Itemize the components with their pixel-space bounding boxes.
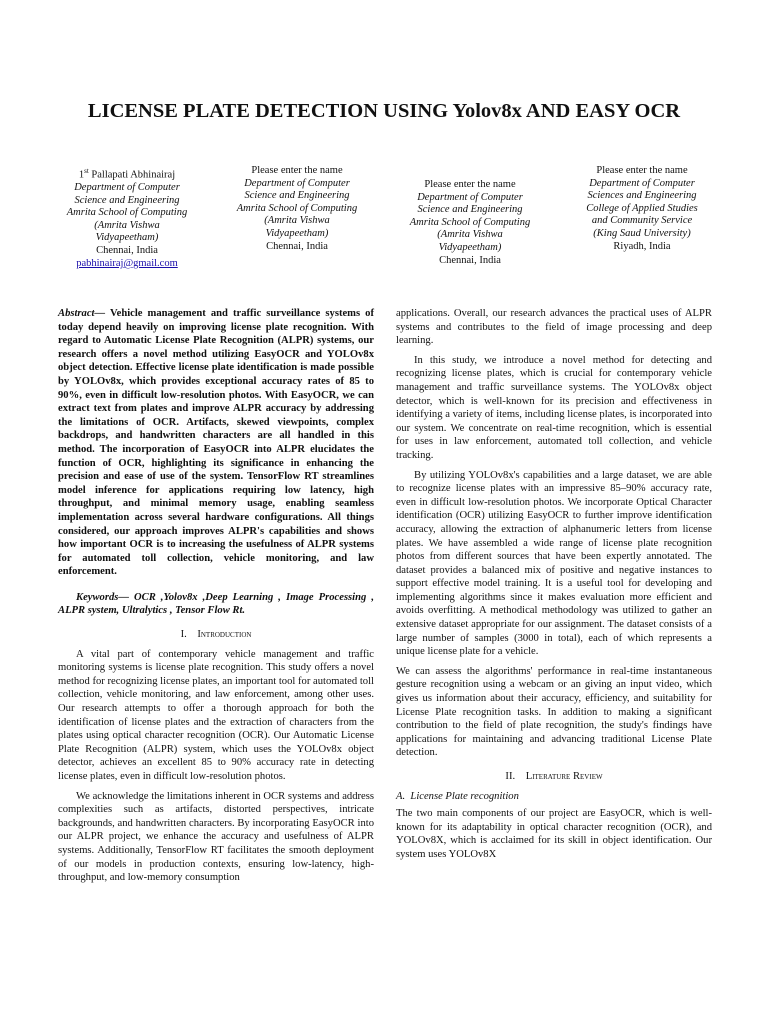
body-paragraph: The two main components of our project are EasyOCR, which is well-known for its adaptability in optical character recognition (OCR), and YOLOv8X, which is acclaimed for its skill in object identification. Our system uses YOLOv8X	[396, 808, 712, 860]
affiliation-line: Vidyapeetham)	[95, 232, 159, 244]
abstract-text: Vehicle management and traffic surveillance systems of today depend heavily on improving license plate recognition. With regard to Automatic License Plate Recognition (ALPR) systems, our research offers a novel method utilizing EasyOCR and YOLOv8x object detection. Effective license plate identification is made possible by YOLOv8x, which provides exceptional accuracy rates of 85 to 90%, even in difficult low-resolution photos. With EasyOCR, we can extract text from plates and improve ALPR accuracy by addressing the limitations of OCR. Artifacts, skewed viewpoints, complex backdrops, and handwritten characters are all handled in this method. The incorporation of EasyOCR into ALPR elucidates the function of OCR, highlighting its significance in enhancing the precision and ease of use of the system. TensorFlow RT streamlines model inference for applications requiring low latency, high throughput, and minimal memory usage, enabling seamless implementation across several hardware configurations. All things considered, our approach improves ALPR's capabilities and shows how important OCR is to increasing the usefulness of ALPR systems for automated toll collection, vehicle monitoring, and law enforcement.	[58, 308, 374, 578]
body-paragraph: In this study, we introduce a novel method for detecting and recognizing license plates, which is crucial for contemporary vehicle management and traffic surveillance systems. The YOLOv8x object detector, which is well-known for its precision and effectiveness in identifying a variety of items, including license plates, is incorporated into our system. We concentrate on real-time recognition, which is essential for uses in law enforcement, automated toll collection, and vehicle tracking.	[396, 354, 712, 461]
author-city: Chennai, India	[266, 240, 328, 252]
section-heading-introduction	[58, 628, 374, 642]
author-block-4	[566, 165, 718, 253]
section-title: Literature Review	[525, 771, 603, 782]
author-city: Riyadh, India	[613, 240, 671, 252]
author-name: Please enter the name	[596, 165, 688, 176]
body-paragraph: We acknowledge the limitations inherent in OCR systems and address complexities such as artifacts, distorted perspectives, intricate backgrounds, and handwritten characters. By incorporating EasyOCR into our ALPR project, we enhance the accuracy and usefulness of ALPR systems. Additionally, TensorFlow RT facilitates the smooth deployment of our models in production contexts, ensuring low-latency, high-throughput, and low-memory consumption	[58, 790, 374, 884]
left-column	[58, 307, 374, 891]
affiliation-line: Science and Engineering	[74, 194, 180, 206]
body-paragraph: A vital part of contemporary vehicle management and traffic monitoring systems is license plate recognition. This study offers a novel method for recognizing license plates, an important tool for automated toll collection, vehicle monitoring, and law enforcement, among other uses. Our research attempts to offer a thorough approach for both the identification of license plates and the extraction of characters from the plates using optical character recognition (OCR). Our Automatic License Plate Recognition (ALPR) system, which uses the YOLOv8x object detector, achieves an excellent 85 to 90% accuracy rate in detecting license plates, even in difficult low-resolution photos.	[58, 648, 374, 782]
subsection-title: License Plate recognition	[410, 790, 519, 802]
affiliation-line: Vidyapeetham)	[265, 227, 329, 239]
section-heading-literature-review	[396, 770, 712, 784]
subsection-heading	[396, 790, 712, 804]
affiliation-line: Department of Computer	[589, 177, 695, 189]
author-block-3	[392, 179, 548, 267]
author-name: Please enter the name	[251, 165, 343, 176]
right-column	[396, 307, 712, 868]
body-paragraph: We can assess the algorithms' performance in real-time instantaneous gesture recognition using a webcam or an giving an input video, which gives us information about their accuracy, efficiency, and suitability for License Plate recognition tasks. In addition to making a significant contribution to the field of plate recognition, the study's findings have applications for maintaining and advancing traditional License Plate detection.	[396, 665, 712, 759]
affiliation-line: Amrita School of Computing	[409, 216, 531, 228]
affiliation-line: Science and Engineering	[244, 190, 350, 202]
abstract-lead: Abstract—	[58, 308, 106, 319]
author-city: Chennai, India	[96, 245, 158, 257]
author-city: Chennai, India	[439, 254, 501, 266]
section-title: Introduction	[197, 629, 252, 641]
affiliation-line: College of Applied Studies	[586, 202, 698, 214]
affiliation-line: (Amrita Vishwa	[264, 215, 330, 227]
paper-title: LICENSE PLATE DETECTION USING Yolov8x AND EASY OCR	[87, 100, 681, 122]
affiliation-line: (King Saud University)	[593, 227, 691, 239]
section-number: I.	[180, 629, 187, 641]
author-block-2	[222, 165, 372, 253]
affiliation-line: Department of Computer	[244, 177, 350, 189]
keywords-lead: Keywords—	[76, 591, 129, 603]
affiliation-line: Science and Engineering	[417, 204, 523, 216]
subsection-number: A.	[396, 790, 406, 802]
affiliation-line: (Amrita Vishwa	[437, 229, 503, 241]
affiliation-line: Department of Computer	[74, 182, 180, 194]
affiliation-line: Department of Computer	[417, 191, 523, 203]
author-email-link[interactable]: pabhinairaj@gmail.com	[76, 257, 178, 269]
affiliation-line: Sciences and Engineering	[587, 190, 697, 202]
author-name	[52, 165, 202, 182]
section-number: II.	[505, 771, 516, 782]
affiliation-line: and Community Service	[591, 215, 693, 227]
author-ordinal-suffix: st	[84, 167, 89, 175]
abstract	[58, 307, 374, 579]
body-paragraph: applications. Overall, our research advances the practical uses of ALPR systems and contributes to the field of image processing and deep learning.	[396, 308, 712, 347]
affiliation-line: Amrita School of Computing	[66, 207, 188, 219]
affiliation-line: Amrita School of Computing	[236, 202, 358, 214]
author-block-1	[52, 165, 202, 270]
author-name-text: Pallapati Abhinairaj	[91, 169, 176, 181]
author-ordinal: 1	[78, 169, 85, 181]
keywords-text: OCR ,Yolov8x ,Deep Learning , Image Processing , ALPR system, Ultralytics , Tensor Flow Rt.	[58, 591, 374, 617]
affiliation-line: (Amrita Vishwa	[94, 219, 160, 231]
author-name: Please enter the name	[424, 179, 516, 190]
body-paragraph: By utilizing YOLOv8x's capabilities and a large dataset, we are able to recognize license plates with an impressive 85–90% accuracy rate, even in difficult low-resolution photos. We incorporate Optical Character identification (OCR) utilizing EasyOCR to further improve identification accuracy, allowing the extraction of alphanumeric letters from license plates. We have assembled a wide range of license plate recognition photos from different sources that have been expertly annotated. The dataset provides a balanced mix of positive and negative instances to support effective model training. It is a useful tool for developing and implementing algorithms since it makes evaluation more efficient and avoids overfitting. A methodical methodology was utilized to gather an extensive dataset appropriate for our assignment. The dataset consists of a large number of samples (3000 in total), each of which represents a unique license plate for a vehicle.	[396, 469, 712, 658]
affiliation-line: Vidyapeetham)	[438, 241, 502, 253]
keywords	[58, 591, 374, 618]
